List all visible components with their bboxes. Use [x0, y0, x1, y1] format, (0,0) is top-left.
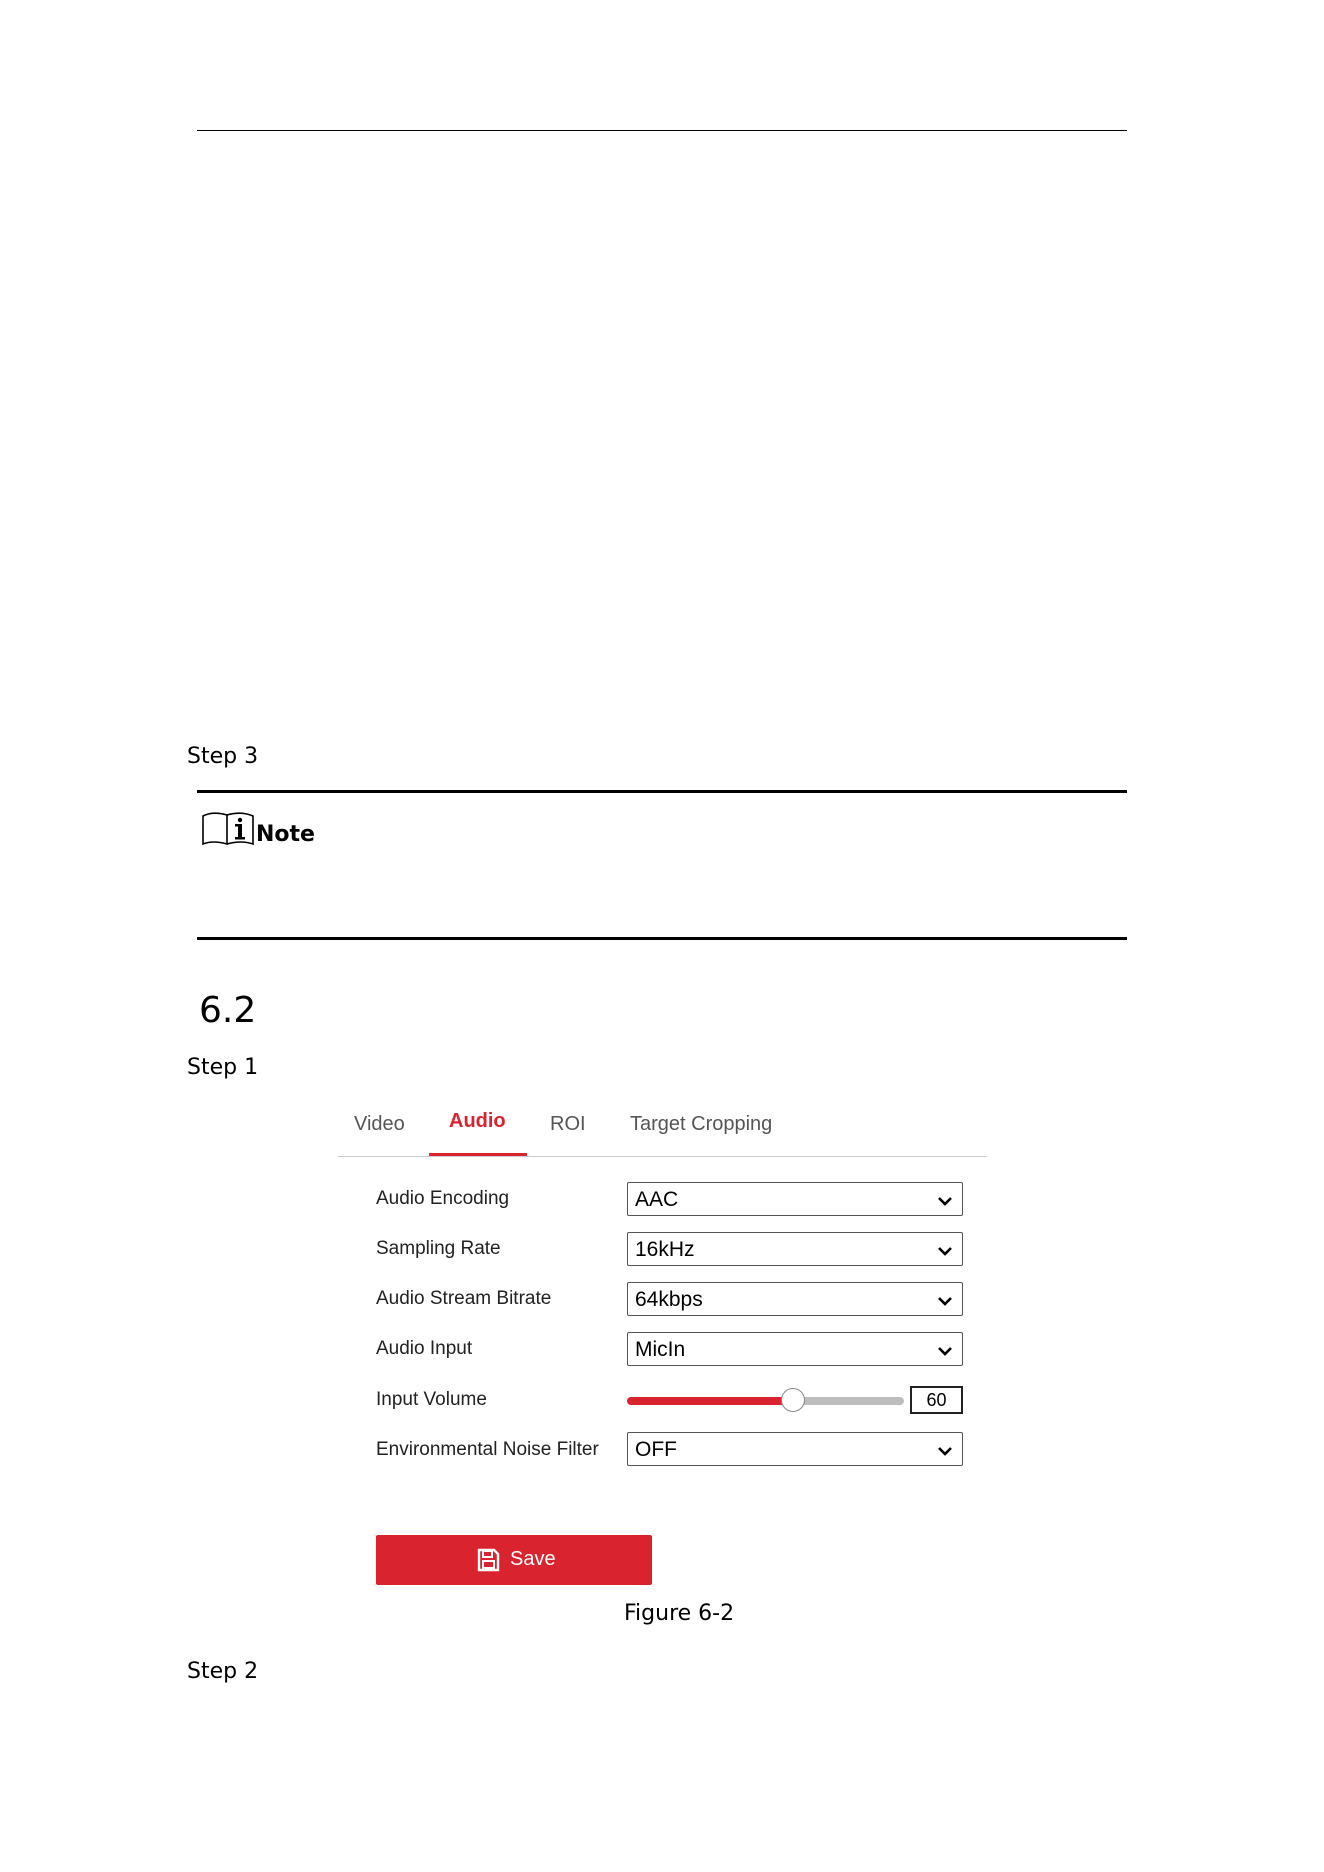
tab-video[interactable]: Video — [354, 1113, 405, 1135]
sampling-rate-label: Sampling Rate — [376, 1238, 501, 1259]
sampling-rate-value: 16kHz — [635, 1238, 695, 1261]
input-volume-label: Input Volume — [376, 1389, 487, 1410]
note-bottom-rule — [197, 937, 1127, 940]
chevron-down-icon — [937, 1244, 953, 1262]
audio-stream-bitrate-label: Audio Stream Bitrate — [376, 1288, 552, 1309]
chevron-down-icon — [937, 1344, 953, 1362]
noise-filter-select[interactable] — [627, 1432, 963, 1466]
audio-input-label: Audio Input — [376, 1338, 473, 1359]
chevron-down-icon — [937, 1444, 953, 1462]
volume-value-input[interactable]: 60 — [910, 1386, 963, 1414]
chevron-down-icon — [937, 1294, 953, 1312]
audio-stream-bitrate-value: 64kbps — [635, 1288, 703, 1311]
header-rule — [197, 130, 1127, 131]
tab-divider — [338, 1156, 987, 1157]
note-label: Note — [256, 822, 315, 847]
audio-encoding-label: Audio Encoding — [376, 1188, 510, 1209]
chevron-down-icon — [937, 1194, 953, 1212]
figure-caption: Figure 6-2 — [624, 1601, 735, 1626]
section-heading: 6.2 — [199, 990, 257, 1031]
step-3-label: Step 3 — [187, 744, 259, 769]
audio-encoding-select[interactable] — [627, 1182, 963, 1216]
save-button[interactable] — [376, 1535, 652, 1585]
noise-filter-label: Environmental Noise Filter — [376, 1439, 599, 1460]
step-2-label: Step 2 — [187, 1659, 259, 1684]
tab-target-cropping[interactable]: Target Cropping — [630, 1113, 773, 1135]
tab-roi[interactable]: ROI — [550, 1113, 586, 1135]
audio-stream-bitrate-select[interactable] — [627, 1282, 963, 1316]
volume-slider-track[interactable] — [793, 1397, 904, 1405]
sampling-rate-select[interactable] — [627, 1232, 963, 1266]
noise-filter-value: OFF — [635, 1438, 677, 1461]
tab-audio[interactable]: Audio — [449, 1110, 506, 1132]
volume-slider-handle[interactable] — [781, 1388, 805, 1412]
audio-encoding-value: AAC — [635, 1188, 679, 1211]
note-top-rule — [197, 790, 1127, 793]
audio-input-select[interactable] — [627, 1332, 963, 1366]
floppy-disk-icon — [476, 1548, 500, 1577]
note-book-icon — [201, 810, 255, 851]
save-button-label: Save — [510, 1548, 556, 1570]
volume-slider-fill[interactable] — [627, 1397, 793, 1405]
step-1-label: Step 1 — [187, 1055, 259, 1080]
audio-input-value: MicIn — [635, 1338, 686, 1361]
